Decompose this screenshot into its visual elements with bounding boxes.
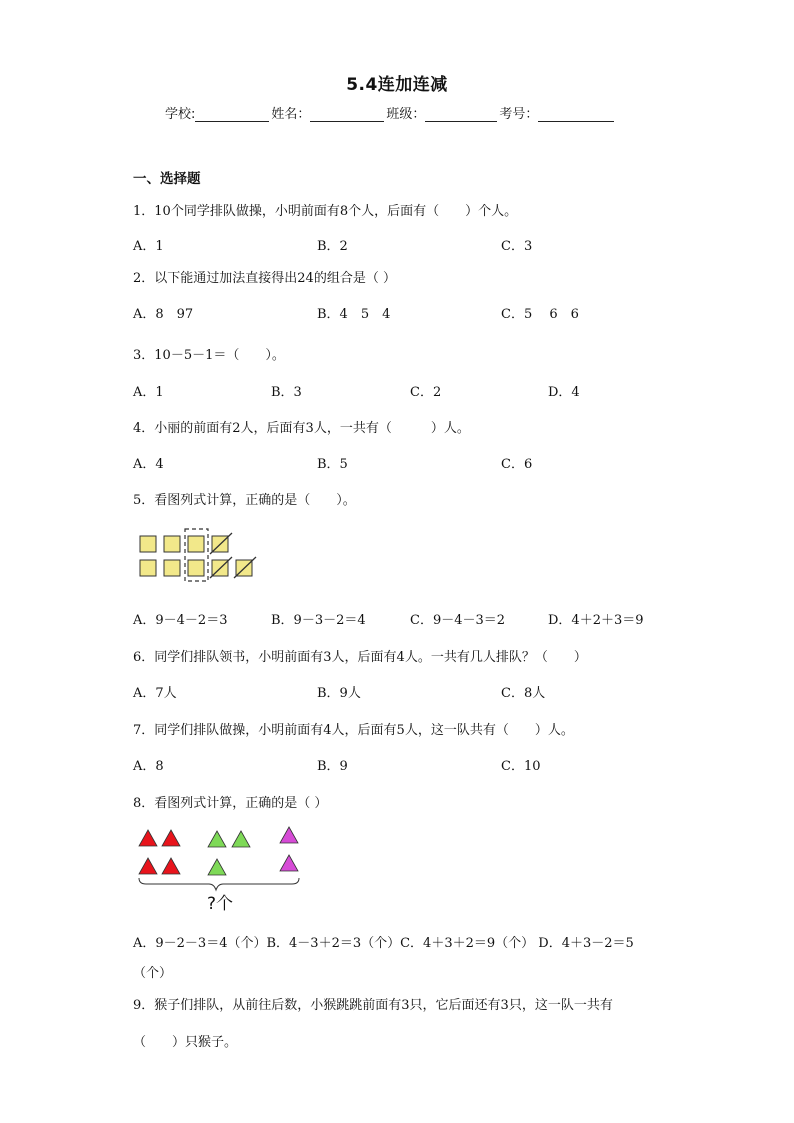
q1-option-a[interactable]: A．1 — [133, 239, 164, 254]
number-label: 考号： — [499, 107, 539, 122]
triangle-green — [208, 859, 226, 875]
q4-option-b[interactable]: B．5 — [317, 457, 348, 472]
q3-option-d[interactable]: D．4 — [548, 385, 580, 400]
q7-option-b[interactable]: B．9 — [317, 759, 348, 774]
question-8: 8．看图列式计算，正确的是（ ） — [133, 796, 328, 811]
square — [164, 536, 180, 552]
page-title: 5.4连加连减 — [346, 75, 448, 95]
q5-option-a[interactable]: A．9－4－2＝3 — [133, 613, 228, 628]
q2-option-b[interactable]: B．4 5 4 — [317, 307, 391, 322]
q5-squares-figure — [136, 527, 266, 583]
q5-option-c[interactable]: C．9－4－3＝2 — [410, 613, 506, 628]
q3-option-c[interactable]: C．2 — [410, 385, 442, 400]
q5-option-d[interactable]: D．4＋2＋3＝9 — [548, 613, 644, 628]
q2-option-c[interactable]: C．5 6 6 — [501, 307, 579, 322]
school-blank[interactable] — [195, 107, 269, 122]
q1-option-c[interactable]: C．3 — [501, 239, 533, 254]
q4-option-c[interactable]: C．6 — [501, 457, 533, 472]
question-1: 1．10个同学排队做操，小明前面有8个人，后面有（ ）个人。 — [133, 204, 518, 219]
q8-options-line2: （个） — [133, 966, 173, 981]
q8-figure-label: ?个 — [207, 894, 234, 914]
school-label: 学校: — [165, 107, 196, 122]
triangle-red — [162, 830, 180, 846]
triangle-green — [232, 831, 250, 847]
q8-options-line1[interactable]: A．9－2－3＝4（个）B．4－3＋2＝3（个）C．4＋3＋2＝9（个） D．4＋3－2＝5 — [133, 936, 634, 951]
q7-option-c[interactable]: C．10 — [501, 759, 541, 774]
question-2: 2．以下能通过加法直接得出24的组合是（ ） — [133, 271, 396, 286]
section-heading: 一、选择题 — [133, 171, 201, 187]
question-7: 7．同学们排队做操，小明前面有4人，后面有5人，这一队共有（ ）人。 — [133, 723, 574, 738]
question-5: 5．看图列式计算，正确的是（ ）。 — [133, 493, 356, 508]
q3-option-a[interactable]: A．1 — [133, 385, 164, 400]
triangle-green — [208, 831, 226, 847]
question-4: 4．小丽的前面有2人，后面有3人，一共有（ ）人。 — [133, 421, 470, 436]
q6-option-c[interactable]: C．8人 — [501, 686, 546, 701]
class-blank[interactable] — [425, 107, 497, 122]
square — [140, 536, 156, 552]
q3-option-b[interactable]: B．3 — [271, 385, 302, 400]
square — [140, 560, 156, 576]
question-9-line2: （ ）只猴子。 — [133, 1035, 238, 1050]
q1-option-b[interactable]: B．2 — [317, 239, 348, 254]
q6-option-b[interactable]: B．9人 — [317, 686, 361, 701]
triangle-red — [139, 858, 157, 874]
square — [188, 536, 204, 552]
name-label: 姓名： — [271, 107, 311, 122]
q2-option-a[interactable]: A．8 97 — [133, 307, 194, 322]
square — [164, 560, 180, 576]
triangle-red — [139, 830, 157, 846]
question-6: 6．同学们排队领书，小明前面有3人，后面有4人。一共有几人排队？（ ） — [133, 650, 587, 665]
class-label: 班级： — [386, 107, 426, 122]
number-blank[interactable] — [538, 107, 614, 122]
student-info-line — [165, 103, 616, 122]
q7-option-a[interactable]: A．8 — [133, 759, 164, 774]
square — [188, 560, 204, 576]
triangle-magenta — [280, 827, 298, 843]
triangle-red — [162, 858, 180, 874]
question-3: 3．10－5－1＝（ ）。 — [133, 348, 285, 363]
q5-option-b[interactable]: B．9－3－2＝4 — [271, 613, 366, 628]
q6-option-a[interactable]: A．7人 — [133, 686, 177, 701]
q4-option-a[interactable]: A．4 — [133, 457, 164, 472]
name-blank[interactable] — [310, 107, 384, 122]
question-9-line1: 9．猴子们排队，从前往后数，小猴跳跳前面有3只，它后面还有3只，这一队一共有 — [133, 998, 613, 1013]
triangle-magenta — [280, 855, 298, 871]
